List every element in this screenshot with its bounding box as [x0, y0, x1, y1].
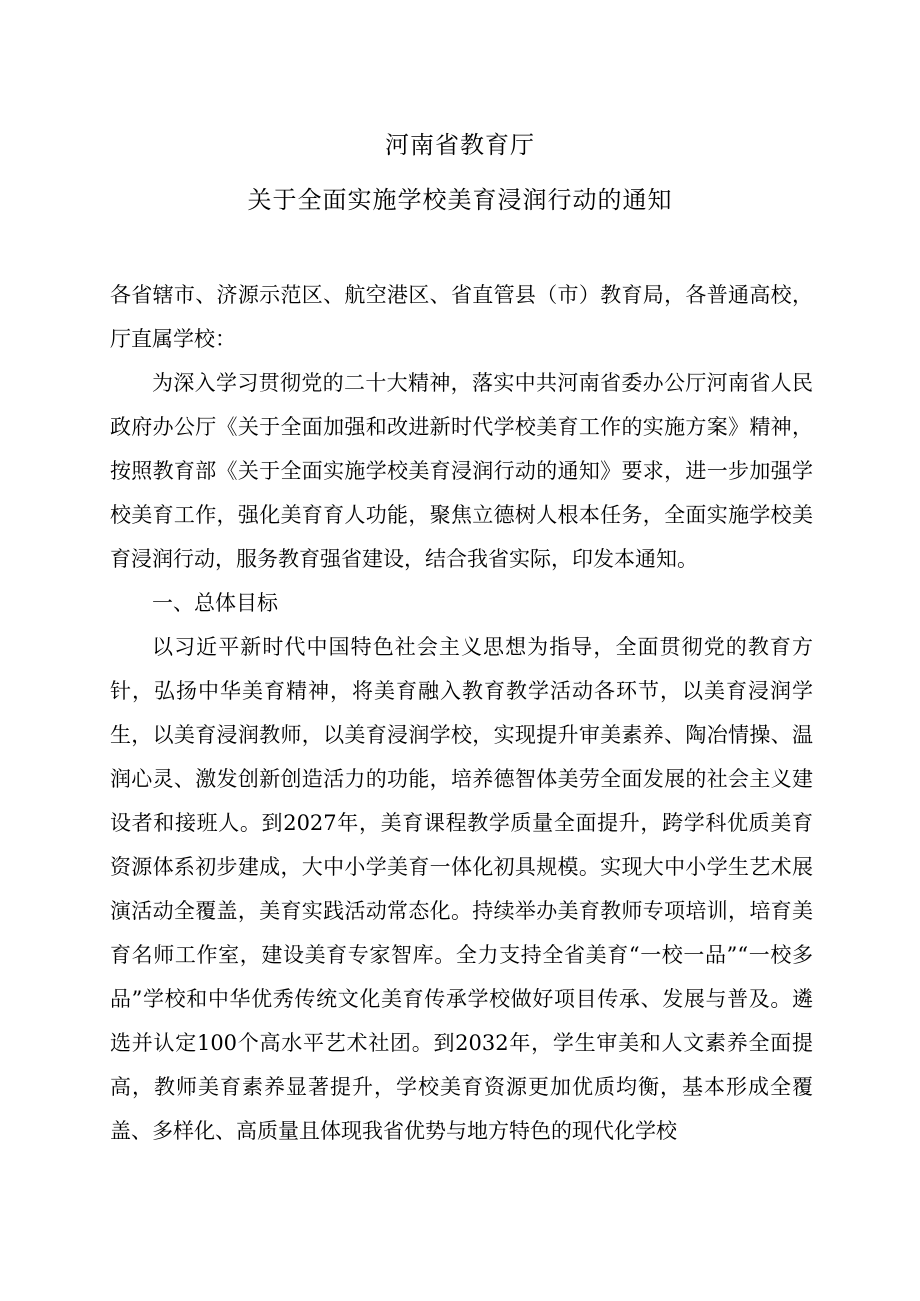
- document-body: [110, 273, 813, 1153]
- intro-paragraph: 为深入学习贯彻党的二十大精神，落实中共河南省委办公厅河南省人民政府办公厅《关于全面加强和改进新时代学校美育工作的实施方案》精神，按照教育部《关于全面实施学校美育浸润行动的通知》要求，进一步加强学校美育工作，强化美育育人功能，聚焦立德树人根本任务，全面实施学校美育浸润行动，服务教育强省建设，结合我省实际，印发本通知。: [110, 371, 813, 571]
- salutation-paragraph: 各省辖市、济源示范区、航空港区、省直管县（市）教育局，各普通高校，厅直属学校：: [110, 283, 813, 351]
- document-title-subject: 关于全面实施学校美育浸润行动的通知: [247, 186, 673, 214]
- document-title-issuer: 河南省教育厅: [385, 131, 535, 159]
- overall-goals-paragraph: 以习近平新时代中国特色社会主义思想为指导，全面贯彻党的教育方针，弘扬中华美育精神，将美育融入教育教学活动各环节，以美育浸润学生，以美育浸润教师，以美育浸润学校，实现提升审美素养、陶冶情操、温润心灵、激发创新创造活力的功能，培养德智体美劳全面发展的社会主义建设者和接班人。到2027年，美育课程教学质量全面提升，跨学科优质美育资源体系初步建成，大中小学美育一体化初具规模。实现大中小学生艺术展演活动全覆盖，美育实践活动常态化。持续举办美育教师专项培训，培育美育名师工作室，建设美育专家智库。全力支持全省美育“一校一品”“一校多品”学校和中华优秀传统文化美育传承学校做好项目传承、发展与普及。遴选并认定100个高水平艺术社团。到2032年，学生审美和人文素养全面提高，教师美育素养显著提升，学校美育资源更加优质均衡，基本形成全覆盖、多样化、高质量且体现我省优势与地方特色的现代化学校: [110, 635, 813, 1143]
- section-heading-overall-goals: 一、总体目标: [152, 591, 278, 615]
